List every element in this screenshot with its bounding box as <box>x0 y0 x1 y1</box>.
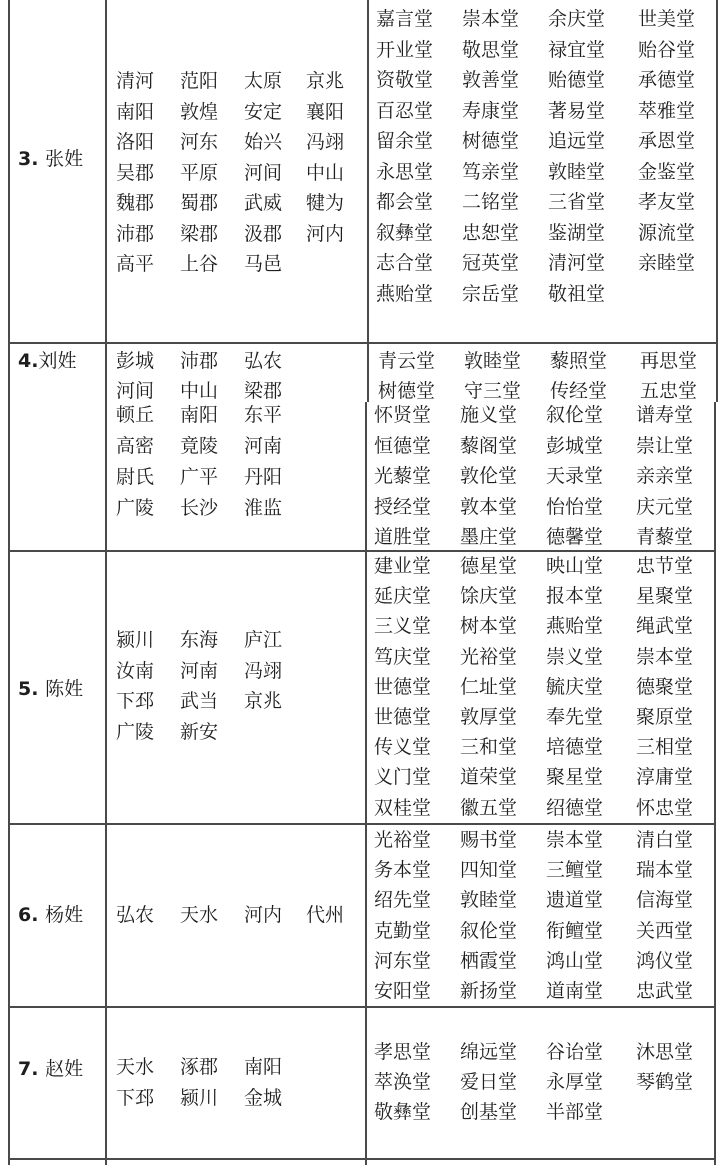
hall-name: 冠英堂 <box>462 252 520 274</box>
hall-name: 光裕堂 <box>374 829 432 851</box>
commandery-name: 沛郡 <box>180 350 219 372</box>
hall-name: 开业堂 <box>376 38 434 61</box>
hall-name: 道荣堂 <box>460 766 518 789</box>
commandery-name: 代州 <box>306 904 345 926</box>
commandery-name: 南阳 <box>116 100 155 123</box>
hall-name: 毓庆堂 <box>546 675 604 698</box>
hall-name: 星聚堂 <box>636 585 694 608</box>
commandery-name: 襄阳 <box>306 100 345 123</box>
hall-name: 萃雅堂 <box>638 99 696 122</box>
commandery-name: 广陵 <box>116 497 155 519</box>
hall-name: 半部堂 <box>546 1101 604 1124</box>
commandery-name: 颍川 <box>180 1086 219 1109</box>
hall-name: 创基堂 <box>460 1101 518 1124</box>
commandery-name: 沛郡 <box>116 222 155 245</box>
hall-name: 谷诒堂 <box>546 1041 604 1063</box>
table-left-border-bottom <box>8 402 10 1165</box>
hall-name: 金鉴堂 <box>638 160 696 183</box>
hall-name: 叙伦堂 <box>460 919 518 942</box>
commandery-name: 河东 <box>180 131 219 153</box>
hall-name: 世德堂 <box>374 706 432 728</box>
hall-name: 绍先堂 <box>374 889 432 912</box>
commandery-name: 尉氏 <box>116 466 155 488</box>
hall-name: 忠武堂 <box>636 980 694 1002</box>
hall-name: 世美堂 <box>638 8 696 30</box>
commandery-name: 天水 <box>180 904 219 926</box>
hall-name: 燕贻堂 <box>546 615 604 638</box>
surname-label-zhang <box>18 150 83 169</box>
hall-name: 庆元堂 <box>636 495 694 518</box>
commandery-name: 清河 <box>116 70 155 92</box>
commandery-name: 京兆 <box>306 70 345 92</box>
hall-name: 鸿山堂 <box>546 949 604 972</box>
row-separator-chen-yang <box>8 823 716 825</box>
hall-name: 瑞本堂 <box>636 859 694 882</box>
commandery-name: 冯翊 <box>244 659 283 682</box>
commandery-name: 汲郡 <box>244 222 283 245</box>
hall-name: 淳庸堂 <box>636 766 694 789</box>
hall-name: 永思堂 <box>376 160 434 183</box>
commandery-name: 蜀郡 <box>180 192 219 214</box>
hall-name: 关西堂 <box>636 919 694 942</box>
hall-name: 三义堂 <box>374 615 432 638</box>
commandery-name: 中山 <box>180 380 219 402</box>
commandery-name: 中山 <box>306 161 345 184</box>
commandery-name: 广平 <box>180 466 219 488</box>
hall-name: 青云堂 <box>378 350 436 372</box>
surname: 刘姓 <box>38 350 77 372</box>
row-separator-zhang-liu <box>8 342 718 344</box>
hall-name: 新扬堂 <box>460 980 518 1002</box>
hall-name: 寿康堂 <box>462 99 520 122</box>
commandery-name: 新安 <box>180 720 219 743</box>
hall-name: 义门堂 <box>374 766 432 789</box>
hall-name: 树德堂 <box>462 130 520 152</box>
hall-name: 五忠堂 <box>640 380 698 402</box>
column-divider-1-bottom <box>105 402 107 1165</box>
commandery-name: 丹阳 <box>244 466 283 488</box>
hall-name: 资敬堂 <box>376 69 434 91</box>
commandery-name: 汝南 <box>116 659 155 682</box>
hall-name: 道南堂 <box>546 980 604 1002</box>
commandery-name: 范阳 <box>180 70 219 92</box>
hall-name: 传义堂 <box>374 736 432 759</box>
hall-name: 天录堂 <box>546 465 604 487</box>
hall-name: 敬思堂 <box>462 38 520 61</box>
commandery-name: 上谷 <box>180 253 219 275</box>
hall-name: 宗岳堂 <box>462 282 520 305</box>
hall-name: 清白堂 <box>636 829 694 851</box>
commandery-name: 马邑 <box>244 253 283 275</box>
hall-name: 忠恕堂 <box>462 221 520 244</box>
commandery-name: 高密 <box>116 435 155 457</box>
hall-name: 信海堂 <box>636 889 694 912</box>
hall-name: 藜阁堂 <box>460 434 518 457</box>
commandery-name: 河南 <box>244 435 283 457</box>
commandery-name: 河间 <box>116 380 155 402</box>
commandery-name: 高平 <box>116 253 155 275</box>
hall-name: 永厚堂 <box>546 1071 604 1094</box>
hall-name: 报本堂 <box>546 585 604 608</box>
hall-name: 聚原堂 <box>636 706 694 728</box>
row-separator-yang-zhao <box>8 1006 716 1008</box>
commandery-name: 安定 <box>244 100 283 123</box>
hall-name: 鸿仪堂 <box>636 949 694 972</box>
hall-name: 映山堂 <box>546 555 604 577</box>
hall-name: 承德堂 <box>638 69 696 91</box>
commandery-name: 始兴 <box>244 131 283 153</box>
hall-name: 绳武堂 <box>636 615 694 638</box>
hall-name: 鉴湖堂 <box>548 221 606 244</box>
hall-name: 再思堂 <box>640 350 698 372</box>
commandery-name: 京兆 <box>244 690 283 712</box>
hall-name: 笃庆堂 <box>374 645 432 668</box>
hall-name: 馀庆堂 <box>460 585 518 608</box>
commandery-name: 顿丘 <box>116 404 155 426</box>
hall-name: 怡怡堂 <box>546 495 604 518</box>
hall-name: 藜照堂 <box>550 350 608 372</box>
hall-name: 河东堂 <box>374 949 432 972</box>
hall-name: 都会堂 <box>376 191 434 213</box>
commandery-name: 河内 <box>306 222 345 245</box>
hall-name: 余庆堂 <box>548 8 606 30</box>
hall-name: 追远堂 <box>548 130 606 152</box>
commandery-name: 下邳 <box>116 1086 155 1109</box>
surname-label-chen <box>18 680 83 699</box>
hall-name: 绍德堂 <box>546 796 604 819</box>
hall-name: 百忍堂 <box>376 99 434 122</box>
surname-label-yang <box>18 906 83 925</box>
hall-name: 志合堂 <box>376 252 434 274</box>
row-number: 5. <box>18 678 39 700</box>
hall-name: 禄宜堂 <box>548 38 606 61</box>
hall-name: 叙彝堂 <box>376 221 434 244</box>
hall-name: 施义堂 <box>460 404 518 426</box>
hall-name: 怀忠堂 <box>636 796 694 819</box>
surname: 张姓 <box>45 148 84 170</box>
commandery-name: 金城 <box>244 1086 283 1109</box>
hall-name: 务本堂 <box>374 859 432 882</box>
row-separator-liu-chen <box>8 550 716 552</box>
commandery-name: 彭城 <box>116 350 155 372</box>
hall-name: 三省堂 <box>548 191 606 213</box>
row-separator-bottom <box>8 1158 716 1160</box>
hall-name: 萃涣堂 <box>374 1071 432 1094</box>
commandery-name: 冯翊 <box>306 131 345 153</box>
hall-name: 崇本堂 <box>636 645 694 668</box>
hall-name: 树德堂 <box>378 380 436 402</box>
hall-name: 奉先堂 <box>546 706 604 728</box>
hall-name: 建业堂 <box>374 555 432 577</box>
hall-name: 孝思堂 <box>374 1041 432 1063</box>
hall-name: 源流堂 <box>638 221 696 244</box>
commandery-name: 河间 <box>244 161 283 184</box>
hall-name: 敦伦堂 <box>460 465 518 487</box>
hall-name: 谱寿堂 <box>636 404 694 426</box>
hall-name: 崇让堂 <box>636 434 694 457</box>
row-number: 6. <box>18 904 39 926</box>
hall-name: 孝友堂 <box>638 191 696 213</box>
commandery-name: 长沙 <box>180 497 219 519</box>
hall-name: 崇本堂 <box>462 8 520 30</box>
hall-name: 彭城堂 <box>546 434 604 457</box>
hall-name: 德馨堂 <box>546 526 604 548</box>
hall-name: 敬祖堂 <box>548 282 606 305</box>
hall-name: 克勤堂 <box>374 919 432 942</box>
hall-name: 敦善堂 <box>462 69 520 91</box>
hall-name: 亲亲堂 <box>636 465 694 487</box>
hall-name: 树本堂 <box>460 615 518 638</box>
hall-name: 青藜堂 <box>636 526 694 548</box>
commandery-name: 河南 <box>180 659 219 682</box>
commandery-name: 河内 <box>244 904 283 926</box>
hall-name: 忠节堂 <box>636 555 694 577</box>
hall-name: 亲睦堂 <box>638 252 696 274</box>
commandery-name: 弘农 <box>116 904 155 926</box>
commandery-name: 犍为 <box>306 192 345 214</box>
hall-name: 安阳堂 <box>374 980 432 1002</box>
commandery-name: 敦煌 <box>180 100 219 123</box>
hall-name: 敦睦堂 <box>548 160 606 183</box>
hall-name: 绵远堂 <box>460 1041 518 1063</box>
commandery-name: 东海 <box>180 629 219 651</box>
commandery-name: 吴郡 <box>116 161 155 184</box>
hall-name: 赐书堂 <box>460 829 518 851</box>
hall-name: 笃亲堂 <box>462 160 520 183</box>
commandery-name: 天水 <box>116 1056 155 1078</box>
commandery-name: 广陵 <box>116 720 155 743</box>
surname-label-liu <box>18 352 76 371</box>
hall-name: 沐思堂 <box>636 1041 694 1063</box>
commandery-name: 武当 <box>180 690 219 712</box>
hall-name: 光藜堂 <box>374 465 432 487</box>
hall-name: 留余堂 <box>376 130 434 152</box>
hall-name: 清河堂 <box>548 252 606 274</box>
hall-name: 道胜堂 <box>374 526 432 548</box>
hall-name: 衔鳣堂 <box>546 919 604 942</box>
hall-name: 双桂堂 <box>374 796 432 819</box>
commandery-name: 洛阳 <box>116 131 155 153</box>
commandery-name: 南阳 <box>244 1056 283 1078</box>
commandery-name: 下邳 <box>116 690 155 712</box>
commandery-name: 竟陵 <box>180 435 219 457</box>
hall-name: 敦睦堂 <box>460 889 518 912</box>
hall-name: 贻谷堂 <box>638 38 696 61</box>
row-number: 4. <box>18 350 39 372</box>
hall-name: 墨庄堂 <box>460 526 518 548</box>
hall-name: 贻德堂 <box>548 69 606 91</box>
hall-name: 世德堂 <box>374 675 432 698</box>
commandery-name: 魏郡 <box>116 192 155 214</box>
commandery-name: 平原 <box>180 161 219 184</box>
commandery-name: 弘农 <box>244 350 283 372</box>
hall-name: 三相堂 <box>636 736 694 759</box>
hall-name: 遗道堂 <box>546 889 604 912</box>
hall-name: 徽五堂 <box>460 796 518 819</box>
commandery-name: 东平 <box>244 404 283 426</box>
hall-name: 延庆堂 <box>374 585 432 608</box>
row-number: 3. <box>18 148 39 170</box>
hall-name: 守三堂 <box>464 380 522 402</box>
hall-name: 恒德堂 <box>374 434 432 457</box>
hall-name: 传经堂 <box>550 380 608 402</box>
table-right-border-bottom <box>714 402 716 1165</box>
hall-name: 仁址堂 <box>460 675 518 698</box>
row-number: 7. <box>18 1058 39 1080</box>
commandery-name: 涿郡 <box>180 1056 219 1078</box>
hall-name: 嘉言堂 <box>376 8 434 30</box>
hall-name: 四知堂 <box>460 859 518 882</box>
commandery-name: 淮监 <box>244 497 283 519</box>
hall-name: 二铭堂 <box>462 191 520 213</box>
hall-name: 德聚堂 <box>636 675 694 698</box>
hall-name: 敦厚堂 <box>460 706 518 728</box>
commandery-name: 武威 <box>244 192 283 214</box>
hall-name: 叙伦堂 <box>546 404 604 426</box>
hall-name: 光裕堂 <box>460 645 518 668</box>
hall-name: 三鳣堂 <box>546 859 604 882</box>
hall-name: 敦本堂 <box>460 495 518 518</box>
hall-name: 崇本堂 <box>546 829 604 851</box>
commandery-name: 庐江 <box>244 629 283 651</box>
hall-name: 怀贤堂 <box>374 404 432 426</box>
surname: 陈姓 <box>45 678 84 700</box>
hall-name: 敦睦堂 <box>464 350 522 372</box>
hall-name: 授经堂 <box>374 495 432 518</box>
hall-name: 崇义堂 <box>546 645 604 668</box>
column-divider-2-bottom <box>365 402 367 1165</box>
hall-name: 栖霞堂 <box>460 949 518 972</box>
hall-name: 承恩堂 <box>638 130 696 152</box>
commandery-name: 南阳 <box>180 404 219 426</box>
hall-name: 爱日堂 <box>460 1071 518 1094</box>
hall-name: 著易堂 <box>548 99 606 122</box>
hall-name: 聚星堂 <box>546 766 604 789</box>
surname: 赵姓 <box>45 1058 84 1080</box>
hall-name: 德星堂 <box>460 555 518 577</box>
commandery-name: 太原 <box>244 70 283 92</box>
hall-name: 三和堂 <box>460 736 518 759</box>
hall-name: 敬彝堂 <box>374 1101 432 1124</box>
hall-name: 燕贻堂 <box>376 282 434 305</box>
surname-label-zhao <box>18 1060 83 1079</box>
commandery-name: 颍川 <box>116 629 155 651</box>
commandery-name: 梁郡 <box>244 380 283 402</box>
hall-name: 琴鹤堂 <box>636 1071 694 1094</box>
commandery-name: 梁郡 <box>180 222 219 245</box>
surname: 杨姓 <box>45 904 84 926</box>
hall-name: 培德堂 <box>546 736 604 759</box>
